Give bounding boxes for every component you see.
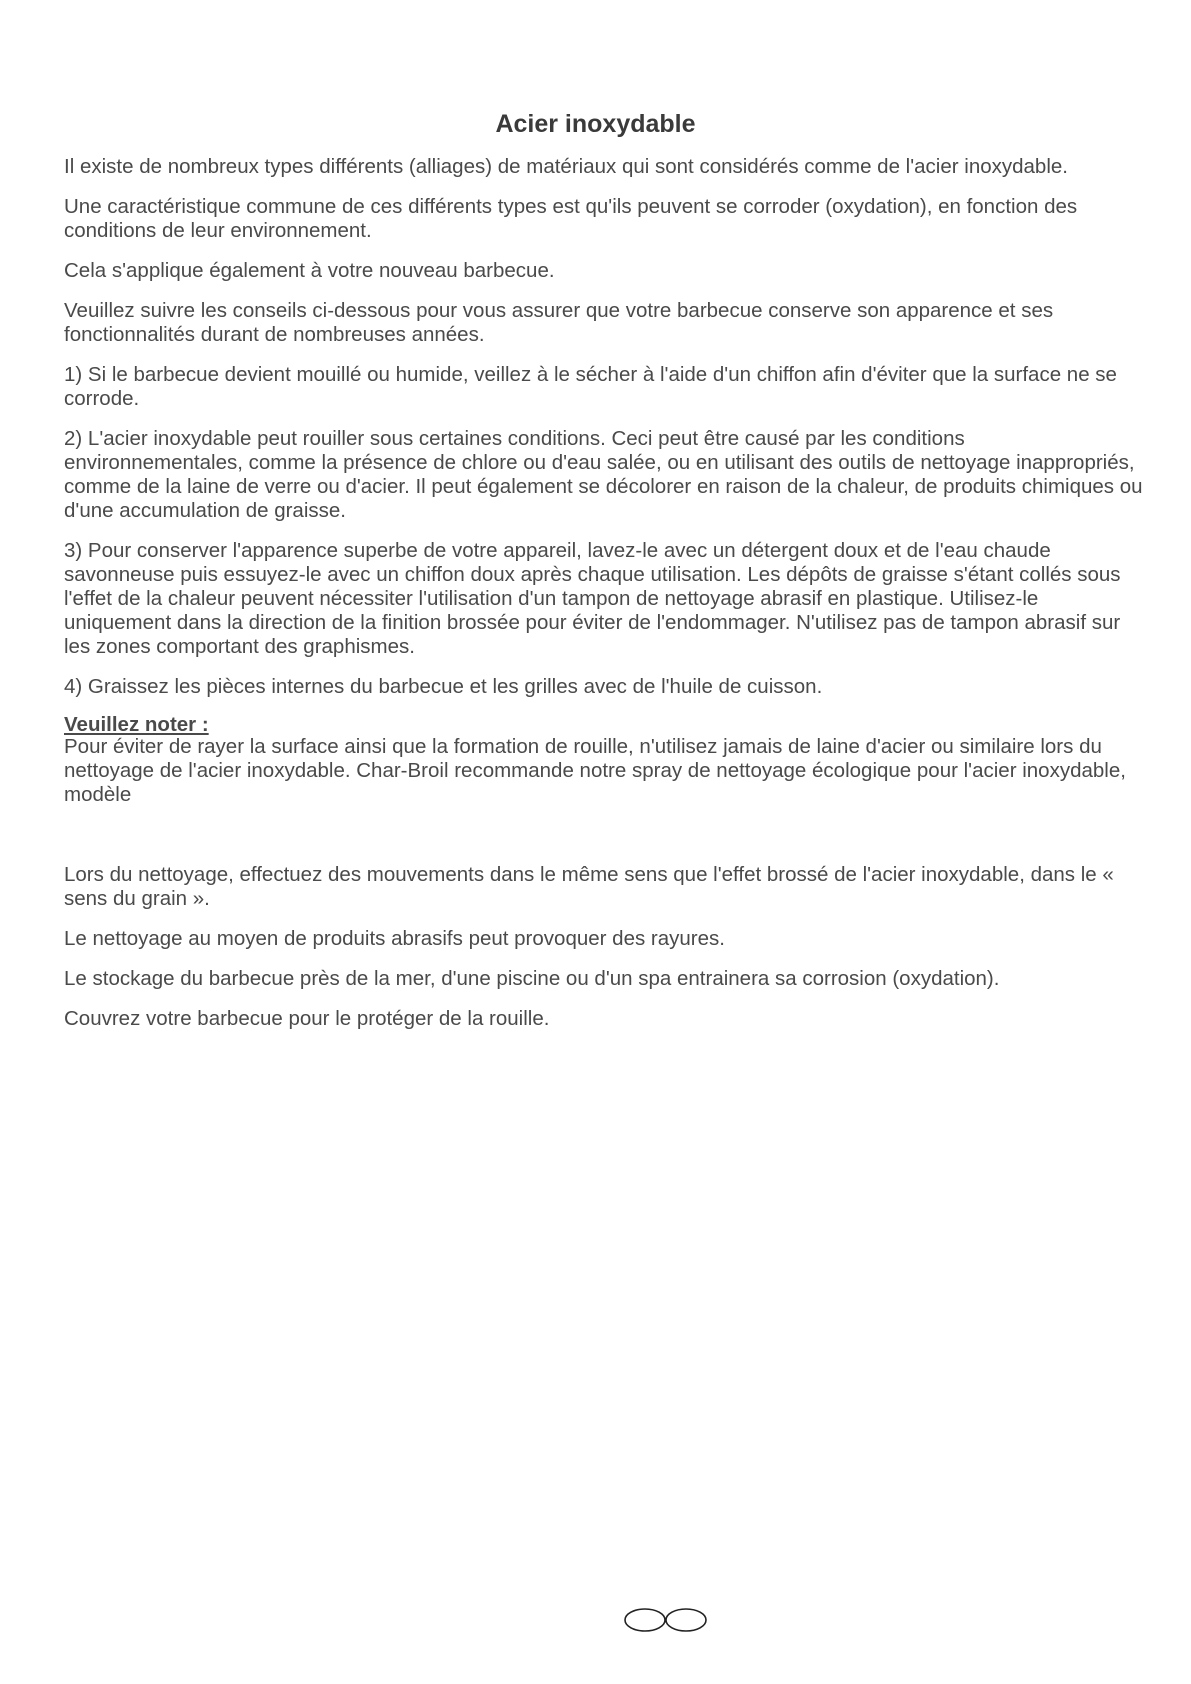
paragraph-cover: Couvrez votre barbecue pour le protéger de la rouille. [64, 1007, 550, 1030]
paragraph-advice-intro: Veuillez suivre les conseils ci-dessous pour vous assurer que votre barbecue conserve son apparence et ses fonctionnalités durant de nombreuses années. [64, 299, 1054, 346]
double-oval-icon [623, 1606, 709, 1634]
spacer [64, 823, 1144, 863]
note-block [64, 715, 1144, 807]
document-body [64, 155, 1144, 1047]
note-heading: Veuillez noter : [64, 713, 209, 736]
paragraph-grain: Lors du nettoyage, effectuez des mouvements dans le même sens que l'effet brossé de l'acier inoxydable, dans le « sens du grain ». [64, 863, 1114, 910]
paragraph-tip-1: 1) Si le barbecue devient mouillé ou humide, veillez à le sécher à l'aide d'un chiffon afin d'éviter que la surface ne se corrode. [64, 363, 1117, 410]
paragraph-intro: Il existe de nombreux types différents (alliages) de matériaux qui sont considérés comme de l'acier inoxydable. [64, 155, 1068, 178]
paragraph-tip-4: 4) Graissez les pièces internes du barbecue et les grilles avec de l'huile de cuisson. [64, 675, 823, 698]
paragraph-tip-3: 3) Pour conserver l'apparence superbe de votre appareil, lavez-le avec un détergent doux et de l'eau chaude savonneuse puis essuyez-le avec un chiffon doux après chaque utilisation. Les dépôts de graisse s'étant collés sous l'effet de la chaleur peuvent nécessiter l'utilisation d'un tampon de nettoyage abrasif en plastique. Utilisez-le uniquement dans la direction de la finition brossée pour éviter de l'endommager. N'utilisez pas de tampon abrasif sur les zones comportant des graphismes. [64, 539, 1121, 658]
paragraph-tip-2: 2) L'acier inoxydable peut rouiller sous certaines conditions. Ceci peut être causé par les conditions environnementales, comme la présence de chlore ou d'eau salée, ou en utilisant des outils de nettoyage inappropriés, comme de la laine de verre ou d'acier. Il peut également se décolorer en raison de la chaleur, de produits chimiques ou d'une accumulation de graisse. [64, 427, 1143, 522]
paragraph-abrasive: Le nettoyage au moyen de produits abrasifs peut provoquer des rayures. [64, 927, 725, 950]
note-text: Pour éviter de rayer la surface ainsi que la formation de rouille, n'utilisez jamais de laine d'acier ou similaire lors du nettoyage de l'acier inoxydable. Char-Broil recommande notre spray de nettoyage écologique pour l'acier inoxydable, modèle [64, 735, 1126, 806]
paragraph-applies: Cela s'applique également à votre nouveau barbecue. [64, 259, 555, 282]
paragraph-corrosion: Une caractéristique commune de ces différents types est qu'ils peuvent se corroder (oxydation), en fonction des conditions de leur environnement. [64, 195, 1078, 242]
page-title: Acier inoxydable [495, 110, 696, 138]
paragraph-storage: Le stockage du barbecue près de la mer, d'une piscine ou d'un spa entrainera sa corrosion (oxydation). [64, 967, 1000, 990]
